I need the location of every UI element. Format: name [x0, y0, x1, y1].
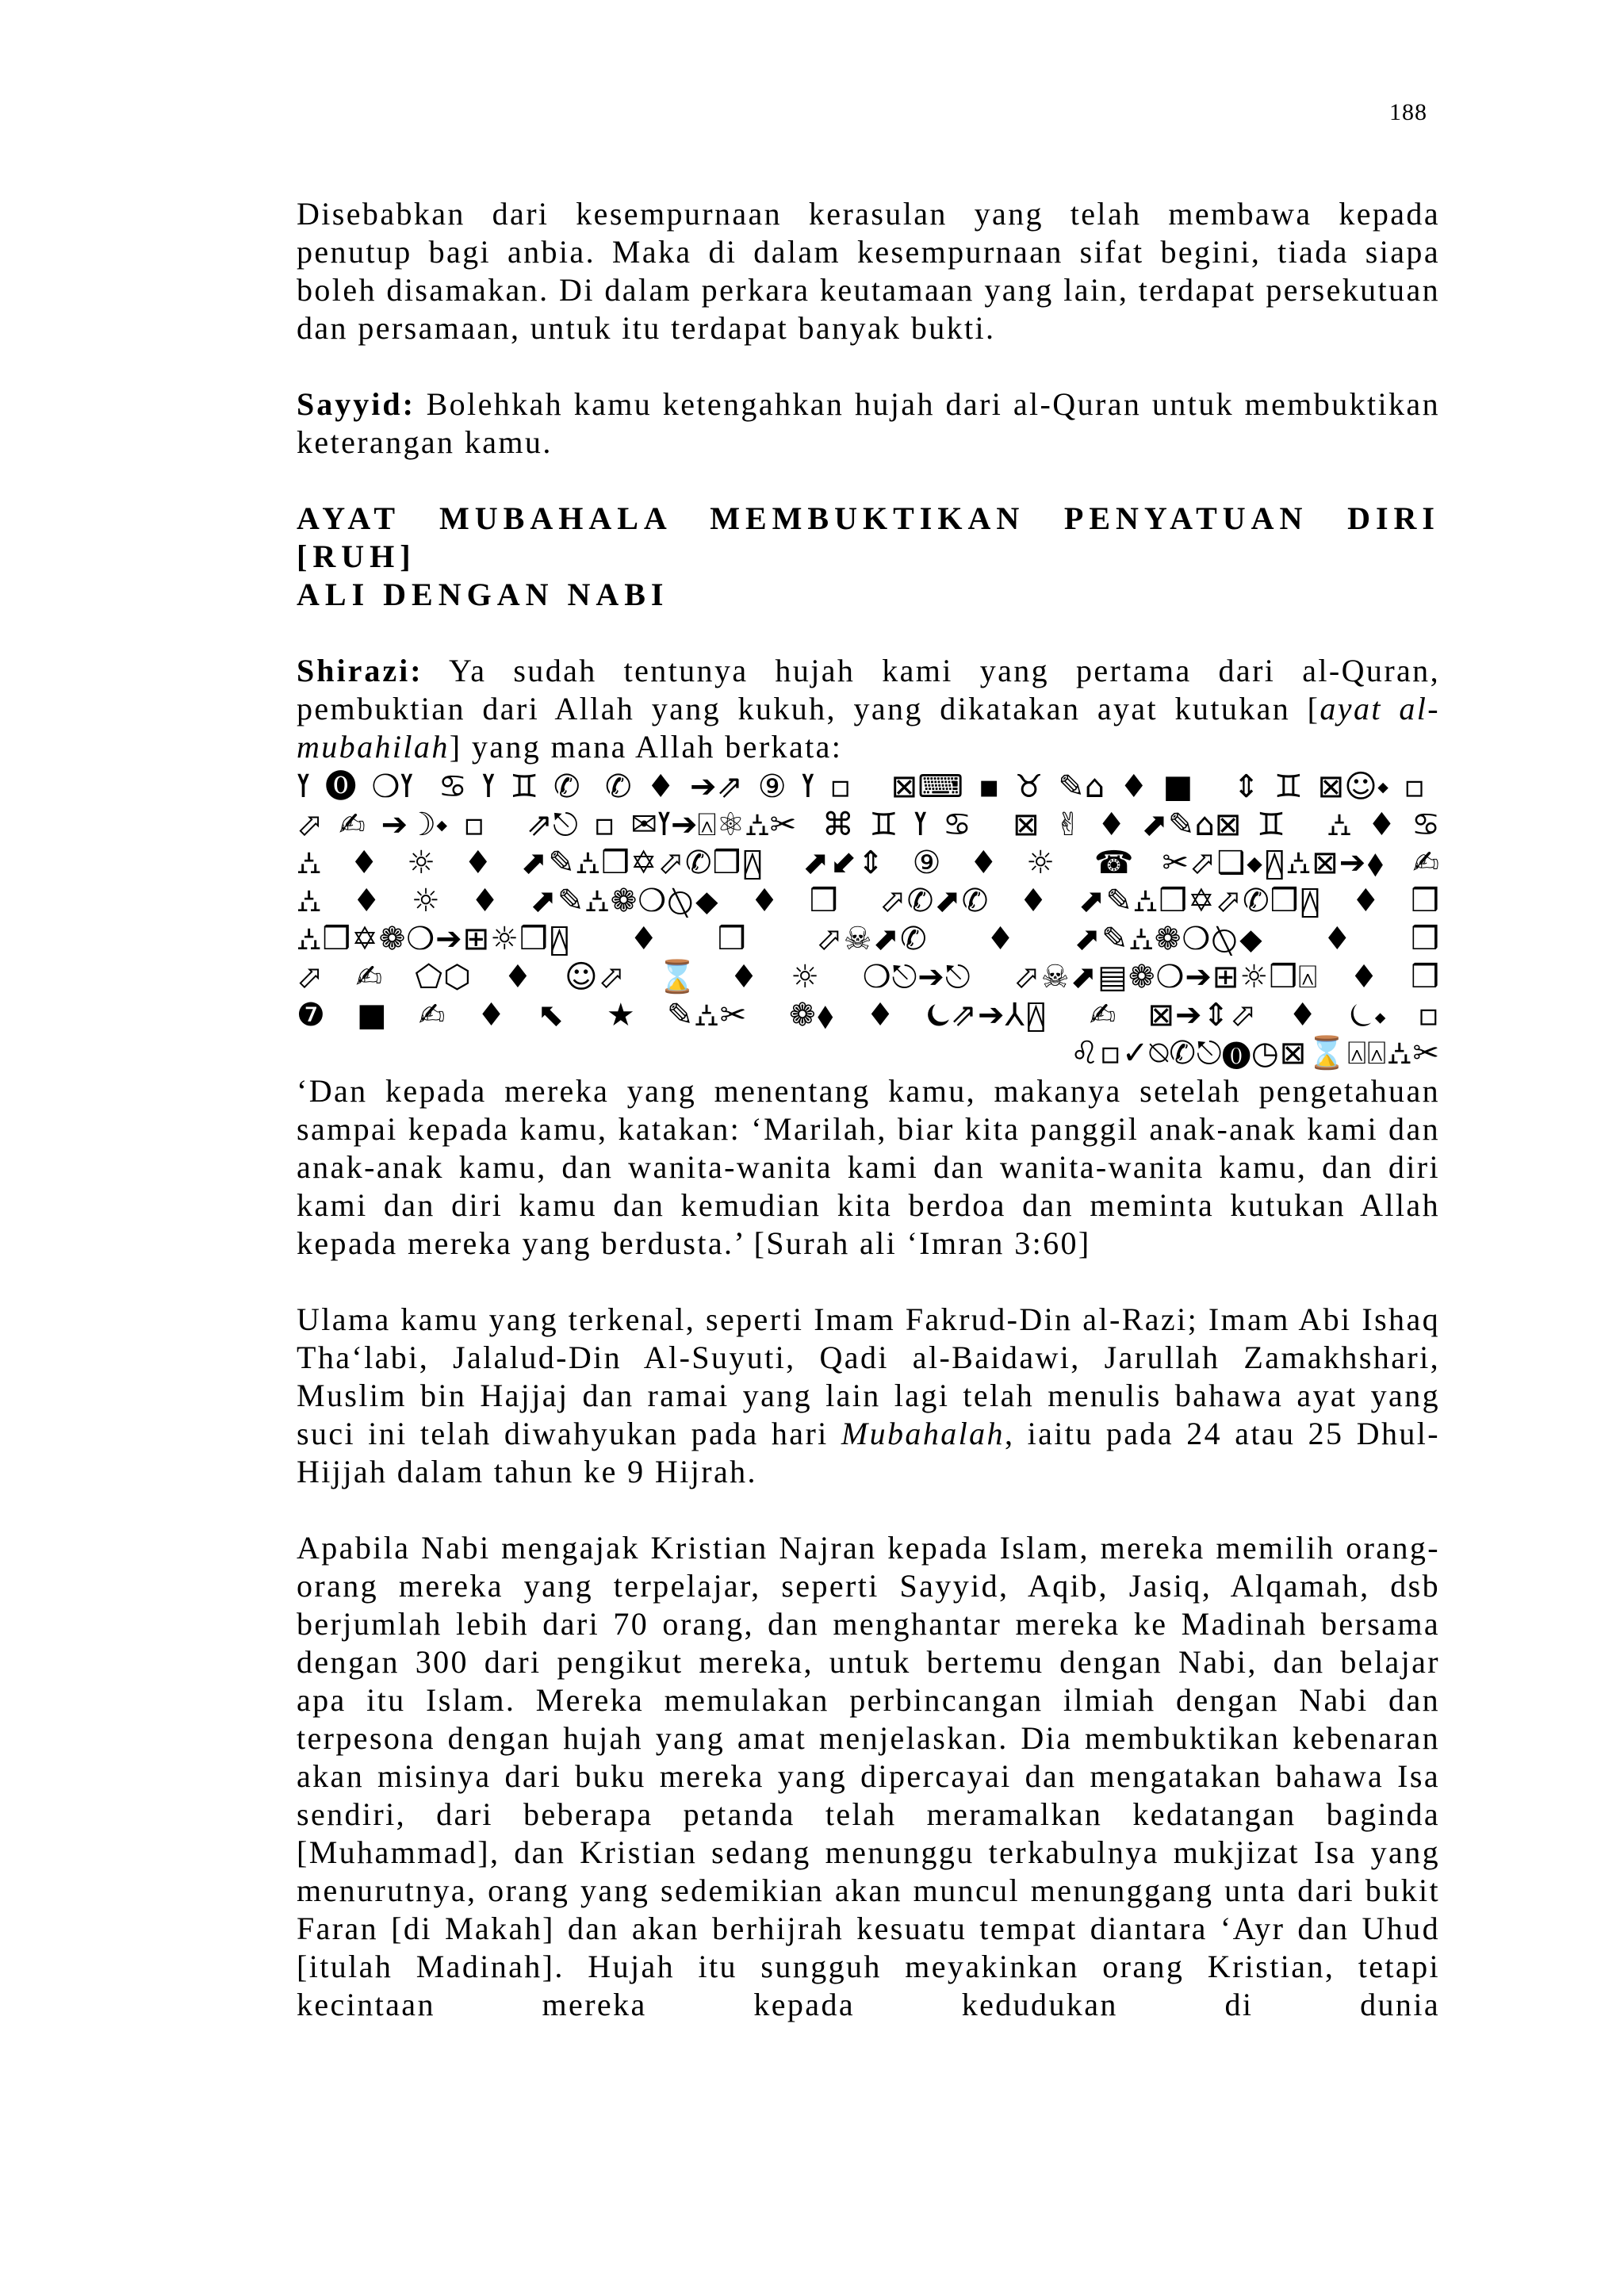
ulama-text-part-2: , iaitu pada 24 atau 25 Dhul-Hijjah dalam tahun ke 9 Hijrah.: [297, 1416, 1440, 1489]
verse-glyph-block: [297, 766, 1440, 1072]
mubahalah-term: Mubahalah: [841, 1416, 1005, 1451]
verse-glyph-line: ⛼❒✡❁❍➔⊞☼❒⍓♦❒ ⬀☠⬈✆♦⬈✎⛼❁❍⍉⬥♦❒: [297, 921, 1440, 957]
speaker-label-shirazi: Shirazi:: [297, 653, 423, 688]
section-heading-line-2: ALI DENGAN NABI: [297, 577, 669, 612]
speaker-label-sayyid: Sayyid:: [297, 386, 416, 422]
paragraph-intro: Disebabkan dari kesempurnaan kerasulan yang telah membawa kepada penutup bagi anbia. Maka di dalam kesempurnaan sifat begini, tiada siapa boleh disamakan. Di dalam perkara keutamaan yang lain, terdapat persekutuan dan persamaan, untuk itu terdapat banyak bukti.: [297, 196, 1440, 346]
paragraph-sayyid: [297, 385, 1440, 462]
verse-glyph-line: ⬀✍⬠⬡♦☺⬀⌛♦☼ ❍⎋➔⎋ ⬀☠⬈▤❁❍➔⊞☼❒⍓♦❒: [297, 959, 1440, 995]
ulama-text-part-1: Ulama kamu yang terkenal, seperti Imam Fakrud-Din al-Razi; Imam Abi Ishaq Tha‘labi, Jalalud-Din Al-Suyuti, Qadi al-Baidawi, Jarullah Zamakhshari, Muslim bin Hajjaj dan ramai yang lain lagi telah menulis bahawa ayat yang suci ini telah diwahyukan pada hari: [297, 1301, 1440, 1451]
paragraph-najran: Apabila Nabi mengajak Kristian Najran kepada Islam, mereka memilih orang-orang mereka yang terpelajar, seperti Sayyid, Aqib, Jasiq, Alqamah, dsb berjumlah lebih dari 70 orang, dan menghantar mereka ke Madinah bersama dengan 300 dari pengikut mereka, untuk bertemu dengan Nabi, dan belajar apa itu Islam. Mereka memulakan perbincangan ilmiah dengan Nabi dan terpesona dengan hujah yang amat menjelaskan. Dia membuktikan kebenaran akan misinya dari buku mereka yang dipercayai dan mengatakan bahawa Isa sendiri, dari beberapa petanda telah meramalkan kedatangan baginda [Muhammad], dan Kristian sedang menunggu terkabulnya mukjizat Isa yang menurutnya, orang yang sedemikian akan muncul menunggang unta dari bukit Faran [di Makah] dan akan berhijrah kesuatu tempat diantara ‘Ayr dan Uhud [itulah Madinah]. Hujah itu sungguh meyakinkan orang Kristian, tetapi kecintaan mereka kepada kedudukan di dunia: [297, 1530, 1440, 2022]
verse-glyph-line: ⛼♦☼♦⬈✎⛼❁❍⍉⬥♦❒ ⬀✆⬈✆♦⬈✎⛼❒✡⬀✆❒⍓♦❒: [297, 883, 1440, 919]
page-number: 188: [1389, 99, 1427, 125]
paragraph-shirazi: [297, 652, 1440, 766]
shirazi-answer-part-1: Ya sudah tentunya hujah kami yang pertama dari al-Quran, pembuktian dari Allah yang kukuh, yang dikatakan ayat kutukan [: [297, 653, 1440, 726]
verse-glyph-line: ⬀✍➔☽⬩▫ ⇗⎋▫✉ߌ➔⍓⚛⛼✂ ⌘♊ߌ♋ ⊠✌♦⬈✎⌂⊠♊ ⛼♦♋: [297, 807, 1440, 843]
ayat-mubahilah-term: ayat al-mubahilah: [297, 691, 1440, 765]
verse-translation: ‘Dan kepada mereka yang menentang kamu, makanya setelah pengetahuan sampai kepada kamu, katakan: ‘Marilah, biar kita panggil anak-anak kami dan anak-anak kamu, dan wanita-wanita kami dan wanita-wanita kamu, dan diri kami dan diri kamu dan kemudian kita berdoa dan meminta kutukan Allah kepada mereka yang berdusta.’ [Surah ali ‘Imran 3:60]: [297, 1073, 1440, 1261]
verse-glyph-line: ߌ⑨⇗➔♦✆ ✆♊ߌ♋ ߌ❍⓿ߌ▫ ⊠⌨▪♉✎⌂♦■ ⇕♊⊠☺⬩▫: [297, 769, 1440, 805]
sayyid-question: Bolehkah kamu ketengahkan hujah dari al-Quran untuk membuktikan keterangan kamu.: [297, 386, 1440, 460]
section-heading-line-1: AYAT MUBAHALA MEMBUKTIKAN PENYATUAN DIRI [RUH]: [297, 500, 1440, 574]
paragraph-ulama: [297, 1301, 1440, 1491]
verse-glyph-line: ❼■✍♦⬉ ★✎⛼✂ ❁⬧♦⏾⇗➔⅄⍓ ✍⊠➔⇕⬀♦⏾⬩▫: [297, 997, 1440, 1033]
document-body: [297, 195, 1440, 2062]
verse-glyph-line: ♌▫✓⍉✆⎋⓿◷⊠⌛⍓⍓⛼✂: [1070, 1035, 1440, 1071]
shirazi-answer-part-2: ] yang mana Allah berkata:: [449, 729, 843, 765]
verse-glyph-line: ⛼♦☼♦⬈✎⛼❒✡⬀✆❒⍓ ⬈⬋⇕⑨♦☼ ☎✂⬀❑⬩⍓⛼⊠➔⬧✍: [297, 845, 1440, 881]
section-heading: [297, 500, 1440, 614]
